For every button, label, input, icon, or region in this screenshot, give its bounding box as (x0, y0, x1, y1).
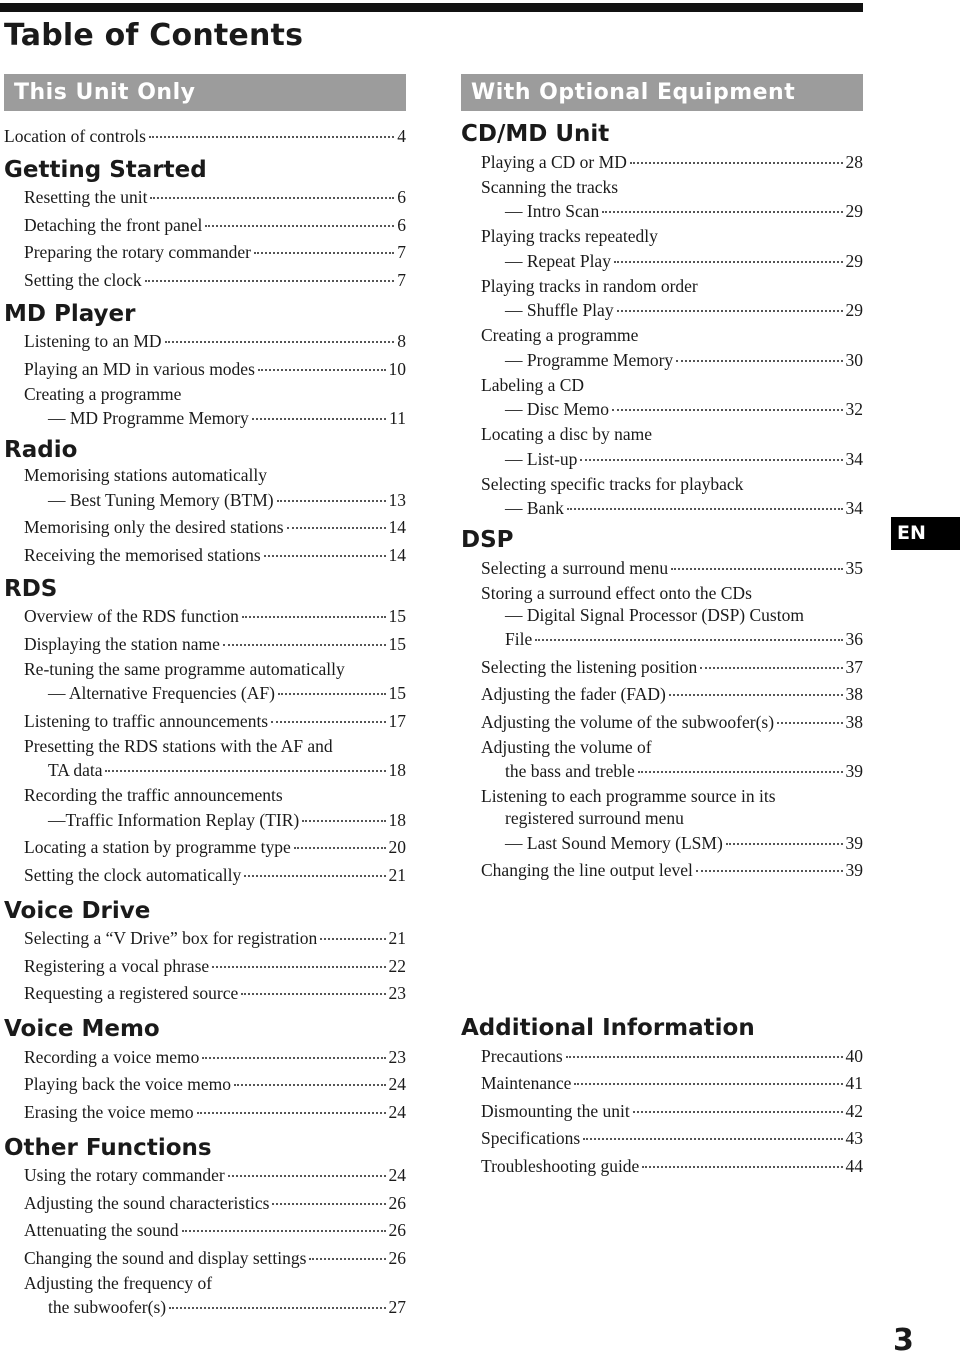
toc-entry-label: Displaying the station name (24, 633, 220, 654)
toc-page-number: 6 (397, 187, 406, 207)
toc-entry-line: Scanning the tracks (481, 176, 619, 197)
section-band-with-optional-equipment: With Optional Equipment (461, 74, 863, 111)
toc-entry-line: Adjusting the volume of (481, 736, 652, 757)
toc-entry-line: Playing tracks in random order (481, 275, 698, 296)
dot-leader (223, 626, 386, 646)
toc-entry-list (4, 1043, 406, 1123)
toc-entry-label: Playing back the voice memo (24, 1074, 232, 1094)
toc-entry-recording-a-voice-memo[interactable] (24, 1043, 406, 1068)
toc-entry-selecting-the-listening-position[interactable] (481, 653, 863, 678)
section-title: CD/MD Unit (461, 121, 610, 147)
toc-page-number: 24 (388, 1165, 406, 1185)
toc-entry-label: Using the rotary commander (24, 1165, 225, 1185)
toc-entry-adjusting-the-volume-of[interactable] (481, 736, 863, 783)
left-sections (4, 157, 406, 1319)
page-number: 3 (893, 1323, 914, 1358)
toc-entry-last-line (481, 396, 863, 421)
toc-entry-label: — Bank (505, 498, 564, 518)
toc-entry-dismounting-the-unit[interactable] (481, 1097, 863, 1122)
dot-leader (182, 1213, 386, 1233)
toc-entry-line: Adjusting the frequency of (24, 1272, 213, 1293)
toc-entry-location-of-controls[interactable] (4, 122, 406, 147)
toc-entry-creating-a-programme[interactable] (24, 383, 406, 430)
toc-entry-label: Resetting the unit (24, 187, 148, 207)
toc-entry-list (461, 1042, 863, 1177)
dot-leader (642, 1148, 842, 1168)
toc-entry-preparing-the-rotary-commander[interactable] (24, 239, 406, 264)
toc-page-number: 14 (388, 517, 406, 537)
toc-entry-list (4, 184, 406, 291)
toc-entry-selecting-a-v-drive-box-for-registration[interactable] (24, 925, 406, 950)
toc-entry-receiving-the-memorised-stations[interactable] (24, 541, 406, 566)
toc-page-number: 29 (845, 201, 863, 221)
toc-entry-requesting-a-registered-source[interactable] (24, 980, 406, 1005)
toc-page-number: 6 (397, 214, 406, 235)
toc-entry-precautions[interactable] (481, 1042, 863, 1067)
dot-leader (602, 194, 842, 214)
section-title: Radio (4, 437, 78, 463)
toc-entry-label: Selecting a “V Drive” box for registration (24, 928, 318, 948)
toc-entry-label: Receiving the memorised stations (24, 544, 261, 565)
toc-entry-last-line (24, 806, 406, 831)
dot-leader (150, 180, 394, 200)
toc-entry-changing-the-line-output-level[interactable] (481, 857, 863, 882)
toc-entry-selecting-specific-tracks-for-playback[interactable] (481, 473, 863, 520)
toc-entry-label: — List-up (505, 448, 578, 469)
toc-entry-adjusting-the-frequency-of[interactable] (24, 1272, 406, 1319)
toc-section-dsp (461, 527, 863, 881)
toc-entry-locating-a-station-by-programme-type[interactable] (24, 834, 406, 859)
toc-entry-label: Maintenance (481, 1073, 572, 1093)
toc-page-number: 11 (389, 408, 406, 428)
toc-entry-line: Recording the traffic announcements (24, 785, 283, 805)
dot-leader (309, 1240, 385, 1260)
toc-entry-label: Listening to an MD (24, 331, 162, 351)
toc-entry-last-line (481, 758, 863, 783)
toc-entry-label: Adjusting the fader (FAD) (481, 684, 666, 704)
toc-entry-label: Dismounting the unit (481, 1100, 630, 1121)
toc-entry-scanning-the-tracks[interactable] (481, 176, 863, 223)
toc-entry-last-line (24, 757, 406, 782)
toc-entry-recording-the-traffic-announcements[interactable] (24, 784, 406, 831)
toc-section-voice-drive (4, 898, 406, 1005)
toc-entry-setting-the-clock[interactable] (24, 266, 406, 291)
dot-leader (696, 853, 843, 873)
toc-page-number: 20 (388, 837, 406, 857)
toc-entry-selecting-a-surround-menu[interactable] (481, 554, 863, 579)
toc-page-number: 41 (845, 1073, 863, 1093)
toc-entry-last-line (481, 445, 863, 470)
toc-entry-line: Labeling a CD (481, 374, 585, 395)
toc-entry-last-line (481, 495, 863, 520)
dot-leader (202, 1039, 385, 1059)
toc-entry-label: the bass and treble (505, 761, 635, 781)
toc-entry-list (4, 925, 406, 1005)
toc-entry-line: — Digital Signal Processor (DSP) Custom (505, 604, 804, 625)
toc-page-number: 26 (388, 1247, 406, 1268)
toc-entry-resetting-the-unit[interactable] (24, 184, 406, 209)
toc-page-number: 27 (388, 1297, 406, 1317)
dot-leader (630, 144, 843, 164)
toc-entry-specifications[interactable] (481, 1125, 863, 1150)
toc-entry-playing-tracks-repeatedly[interactable] (481, 225, 863, 272)
toc-entry-label: Changing the sound and display settings (24, 1247, 307, 1268)
toc-page-number: 18 (388, 760, 406, 780)
toc-entry-memorising-only-the-desired-stations[interactable] (24, 514, 406, 539)
toc-page-number: 39 (845, 860, 863, 880)
dot-leader (726, 825, 843, 845)
toc-entry-label: TA data (48, 760, 103, 780)
toc-page-number: 38 (845, 711, 863, 732)
toc-page-number: 30 (845, 349, 863, 370)
toc-page-number: 22 (388, 955, 406, 976)
toc-page-number: 42 (845, 1100, 863, 1121)
toc-entry-re-tuning-the-same-programme-automatically[interactable] (24, 658, 406, 705)
toc-page-number: 36 (845, 629, 863, 649)
toc-entry-last-line (24, 680, 406, 705)
toc-entry-label: Listening to traffic announcements (24, 710, 269, 731)
toc-page-number: 40 (845, 1045, 863, 1066)
toc-page-number: 15 (388, 683, 406, 703)
toc-entry-label: — MD Programme Memory (48, 408, 249, 428)
toc-entry-label: Selecting the listening position (481, 656, 698, 677)
toc-entry-label: Changing the line output level (481, 860, 693, 880)
toc-entry-last-line (481, 829, 863, 854)
toc-entry-label: File (505, 629, 533, 649)
toc-section-getting-started (4, 157, 406, 291)
dot-leader (254, 235, 394, 255)
page-title: Table of Contents (4, 18, 304, 53)
toc-entry-line: Memorising stations automatically (24, 465, 268, 485)
toc-entry-playing-tracks-in-random-order[interactable] (481, 275, 863, 322)
toc-entry-label: Detaching the front panel (24, 214, 203, 235)
dot-leader (197, 1094, 386, 1114)
section-title: Voice Drive (4, 897, 151, 924)
dot-leader (244, 857, 385, 877)
toc-page-number: 21 (388, 928, 406, 948)
toc-entry-label: Preparing the rotary commander (24, 242, 251, 262)
toc-page-number: 37 (845, 656, 863, 677)
toc-entry-registering-a-vocal-phrase[interactable] (24, 952, 406, 977)
toc-entry-adjusting-the-sound-characteristics[interactable] (24, 1189, 406, 1214)
toc-entry-label: — Last Sound Memory (LSM) (505, 832, 723, 853)
dot-leader (566, 1038, 843, 1058)
toc-entry-adjusting-the-volume-of-the-subwoofer-s[interactable] (481, 708, 863, 733)
toc-page-number: 18 (388, 809, 406, 830)
toc-page-number: 15 (388, 606, 406, 626)
toc-entry-line: Creating a programme (24, 383, 182, 404)
toc-entry-list (4, 328, 406, 430)
toc-entry-label: Requesting a registered source (24, 983, 239, 1003)
dot-leader (614, 243, 843, 263)
top-rule (0, 3, 863, 12)
dot-leader (234, 1067, 385, 1087)
toc-entry-label: — Repeat Play (505, 250, 611, 271)
toc-entry-last-line (481, 247, 863, 272)
toc-section-cd-md-unit (461, 121, 863, 519)
toc-entry-label: Erasing the voice memo (24, 1101, 194, 1122)
toc-page-number: 15 (388, 633, 406, 654)
toc-entry-label: —Traffic Information Replay (TIR) (48, 809, 300, 830)
toc-page-number: 39 (845, 761, 863, 781)
dot-leader (149, 118, 394, 138)
toc-entry-setting-the-clock-automatically[interactable] (24, 861, 406, 886)
toc-entry-detaching-the-front-panel[interactable] (24, 211, 406, 236)
dot-leader (638, 754, 843, 774)
dot-leader (287, 510, 386, 530)
dot-leader (535, 622, 842, 642)
toc-entry-line: Presetting the RDS stations with the AF and (24, 735, 333, 756)
toc-entry-line: Storing a surround effect onto the CDs (481, 582, 752, 603)
section-title: Getting Started (4, 156, 207, 183)
toc-entry-line: registered surround menu (505, 808, 684, 828)
toc-page-number: 14 (388, 544, 406, 565)
toc-entry-listening-to-an-md[interactable] (24, 328, 406, 353)
toc-section-md-player (4, 301, 406, 430)
toc-entry-label: Attenuating the sound (24, 1220, 179, 1240)
toc-entry-label: — Alternative Frequencies (AF) (48, 683, 275, 703)
dot-leader (228, 1158, 386, 1178)
right-sections (461, 121, 863, 1177)
toc-page-number: 7 (397, 269, 406, 290)
toc-entry-memorising-stations-automatically[interactable] (24, 464, 406, 511)
toc-entry-list (4, 1162, 406, 1319)
toc-section-other-functions (4, 1135, 406, 1319)
dot-leader (264, 537, 386, 557)
dot-leader (241, 976, 385, 996)
section-title: RDS (4, 575, 58, 602)
toc-page-number: 26 (388, 1220, 406, 1240)
toc-entry-labeling-a-cd[interactable] (481, 374, 863, 421)
toc-entry-attenuating-the-sound[interactable] (24, 1217, 406, 1242)
toc-entry-line: Re-tuning the same programme automatically (24, 658, 345, 679)
toc-entry-label: Playing a CD or MD (481, 151, 627, 172)
toc-page-number: 38 (845, 684, 863, 704)
dot-leader (278, 676, 386, 696)
toc-page-number: 28 (845, 151, 863, 172)
toc-entry-label: Troubleshooting guide (481, 1155, 640, 1176)
toc-entry-listening-to-each-programme-source-in-its[interactable] (481, 785, 863, 854)
dot-leader (212, 948, 385, 968)
section-title: Other Functions (4, 1134, 212, 1161)
dot-leader (277, 482, 386, 502)
toc-entry-last-line (24, 405, 406, 430)
toc-entry-last-line (24, 1294, 406, 1319)
toc-page-number: 34 (845, 498, 863, 518)
toc-page-number: 29 (845, 300, 863, 320)
toc-page-number: 23 (388, 983, 406, 1003)
dot-leader (258, 351, 386, 371)
dot-leader (169, 1290, 385, 1310)
toc-page-number: 10 (388, 358, 406, 379)
toc-page-number: 43 (845, 1128, 863, 1148)
toc-entry-label: Setting the clock (24, 269, 142, 290)
toc-entry-label: the subwoofer(s) (48, 1297, 167, 1317)
toc-entry-label: Setting the clock automatically (24, 864, 242, 885)
toc-entry-playing-back-the-voice-memo[interactable] (24, 1071, 406, 1096)
dot-leader (271, 703, 385, 723)
toc-entry-label: Precautions (481, 1045, 563, 1066)
toc-entry-label: — Programme Memory (505, 349, 674, 370)
toc-entry-list (461, 554, 863, 881)
toc-entry-line: Listening to each programme source in its (481, 786, 776, 806)
toc-page-number: 35 (845, 557, 863, 578)
toc-entry-label: Selecting a surround menu (481, 557, 669, 578)
toc-page-number: 32 (845, 399, 863, 419)
toc-page-number: 29 (845, 250, 863, 271)
toc-entry-label: Registering a vocal phrase (24, 955, 210, 976)
dot-leader (165, 324, 395, 344)
toc-entry-line: Locating a disc by name (481, 424, 653, 444)
toc-entry-label: Location of controls (4, 125, 146, 146)
dot-leader (567, 491, 843, 511)
dot-leader (574, 1066, 842, 1086)
toc-page-number: 26 (388, 1192, 406, 1213)
toc-entry-creating-a-programme[interactable] (481, 324, 863, 371)
dot-leader (320, 921, 385, 941)
toc-entry-label: Overview of the RDS function (24, 606, 239, 626)
dot-leader (252, 401, 386, 421)
toc-entry-using-the-rotary-commander[interactable] (24, 1162, 406, 1187)
toc-entry-line: Selecting specific tracks for playback (481, 473, 744, 494)
toc-entry-label: Recording a voice memo (24, 1046, 200, 1067)
toc-page-number: 24 (388, 1074, 406, 1094)
toc-entry-label: — Best Tuning Memory (BTM) (48, 489, 274, 510)
toc-entry-label: — Disc Memo (505, 399, 610, 419)
section-title: MD Player (4, 300, 136, 327)
toc-entry-label: — Shuffle Play (505, 300, 614, 320)
dot-leader (777, 704, 842, 724)
toc-entry-last-line (481, 297, 863, 322)
toc-entry-adjusting-the-fader-fad[interactable] (481, 681, 863, 706)
toc-entry-label: Locating a station by programme type (24, 837, 291, 857)
right-column (461, 74, 863, 1180)
toc-entry-line: Playing tracks repeatedly (481, 226, 658, 246)
toc-entry-playing-a-cd-or-md[interactable] (481, 148, 863, 173)
toc-section-additional-information (461, 1015, 863, 1177)
toc-entry-troubleshooting-guide[interactable] (481, 1152, 863, 1177)
toc-page-number: 8 (397, 331, 406, 351)
toc-entry-presetting-the-rds-stations-with-the-af-and[interactable] (24, 735, 406, 782)
toc-page-number: 17 (388, 710, 406, 731)
section-title: DSP (461, 527, 514, 553)
toc-entry-line: Creating a programme (481, 325, 639, 345)
dot-leader (294, 830, 386, 850)
toc-page-number: 23 (388, 1046, 406, 1067)
section-title: Additional Information (461, 1015, 755, 1041)
dot-leader (145, 262, 395, 282)
dot-leader (612, 392, 842, 412)
dot-leader (676, 342, 842, 362)
toc-entry-label: Memorising only the desired stations (24, 517, 284, 537)
toc-entry-changing-the-sound-and-display-settings[interactable] (24, 1244, 406, 1269)
toc-entry-label: Playing an MD in various modes (24, 358, 255, 379)
toc-page-number: 21 (388, 864, 406, 885)
toc-entry-locating-a-disc-by-name[interactable] (481, 423, 863, 470)
toc-entry-label: — Intro Scan (505, 201, 600, 221)
dot-leader (583, 1121, 842, 1141)
toc-entry-last-line (24, 486, 406, 511)
dot-leader (205, 207, 394, 227)
dot-leader (105, 753, 385, 773)
toc-entry-overview-of-the-rds-function[interactable] (24, 603, 406, 628)
dot-leader (272, 1185, 385, 1205)
toc-page-number: 34 (845, 448, 863, 469)
toc-entry-last-line (481, 346, 863, 371)
toc-entry-last-line (481, 198, 863, 223)
toc-entry-listening-to-traffic-announcements[interactable] (24, 707, 406, 732)
toc-entry-playing-an-md-in-various-modes[interactable] (24, 355, 406, 380)
section-title: Voice Memo (4, 1016, 160, 1042)
dot-leader (617, 293, 843, 313)
toc-entry-label: Adjusting the volume of the subwoofer(s) (481, 711, 775, 732)
toc-section-voice-memo (4, 1016, 406, 1123)
toc-entry-label: Adjusting the sound characteristics (24, 1192, 270, 1213)
toc-page-number: 7 (397, 242, 406, 262)
dot-leader (669, 677, 843, 697)
toc-section-radio (4, 437, 406, 566)
dot-leader (671, 550, 842, 570)
section-band-this-unit-only: This Unit Only (4, 74, 406, 111)
toc-entry-list (4, 464, 406, 566)
toc-entry-label: Specifications (481, 1128, 581, 1148)
language-tab: EN (891, 517, 960, 550)
toc-entry-last-line (481, 626, 863, 651)
toc-page-number: 13 (388, 489, 406, 510)
dot-leader (302, 802, 385, 822)
dot-leader (242, 599, 386, 619)
toc-entry-displaying-the-station-name[interactable] (24, 630, 406, 655)
left-column (4, 74, 406, 1321)
toc-page-number: 4 (397, 125, 406, 146)
toc-entry-maintenance[interactable] (481, 1070, 863, 1095)
toc-entry-storing-a-surround-effect-onto-the-cds[interactable] (481, 582, 863, 651)
toc-page-number: 24 (388, 1101, 406, 1122)
dot-leader (700, 649, 842, 669)
toc-entry-erasing-the-voice-memo[interactable] (24, 1098, 406, 1123)
toc-section-rds (4, 576, 406, 886)
toc-page-number: 39 (845, 832, 863, 853)
toc-page-number: 44 (845, 1155, 863, 1176)
toc-entry-list (461, 148, 863, 519)
dot-leader (633, 1093, 843, 1113)
dot-leader (580, 441, 842, 461)
toc-entry-list (4, 603, 406, 886)
